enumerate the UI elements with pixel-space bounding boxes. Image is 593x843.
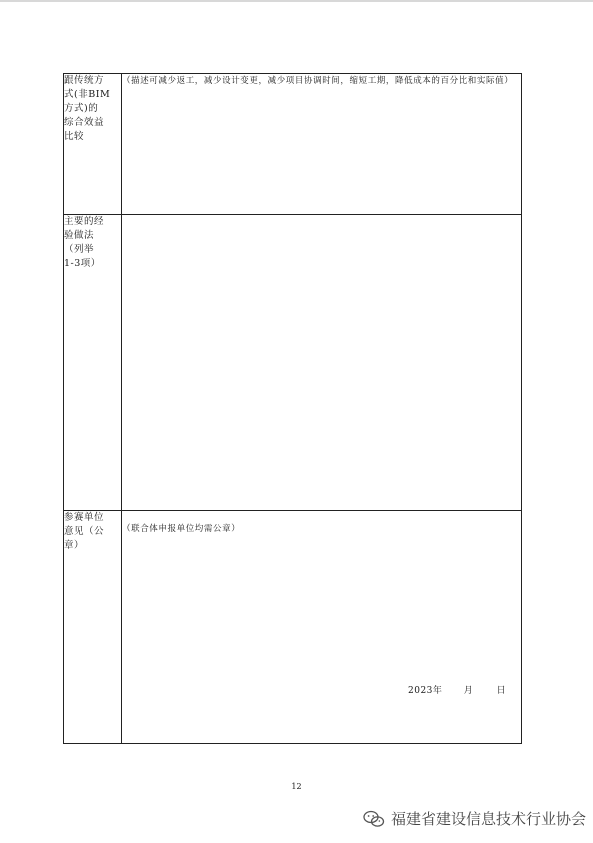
table-row-unit-opinion (64, 511, 522, 744)
page-number: 12 (291, 782, 302, 791)
unit-opinion-instruction: （联合体申报单位均需公章） (122, 524, 241, 534)
wechat-icon (363, 810, 385, 828)
row-label-benefit-comparison: 跟传统方 式(非BIM 方式)的 综合效益 比较 (64, 74, 122, 215)
form-table (63, 73, 522, 744)
row-label-main-experience: 主要的经 验做法 （列举 1-3项） (64, 215, 122, 511)
date-day: 日 (496, 686, 507, 696)
watermark (363, 808, 586, 829)
date-month: 月 (463, 686, 474, 696)
unit-opinion-field[interactable] (122, 511, 522, 744)
benefit-comparison-instruction: （描述可减少返工，减少设计变更，减少项目协调时间，缩短工期，降低成本的百分比和实际值） (122, 76, 514, 86)
signature-date (408, 683, 506, 696)
watermark-text: 福建省建设信息技术行业协会 (391, 810, 587, 828)
main-experience-field[interactable] (122, 215, 522, 511)
table-row-main-experience (64, 215, 522, 511)
date-year: 2023年 (408, 686, 443, 696)
row-label-unit-opinion: 参赛单位 意见（公 章） (64, 511, 122, 744)
top-rule (0, 0, 593, 2)
table-row-benefit-comparison (64, 74, 522, 215)
benefit-comparison-field[interactable] (122, 74, 522, 215)
